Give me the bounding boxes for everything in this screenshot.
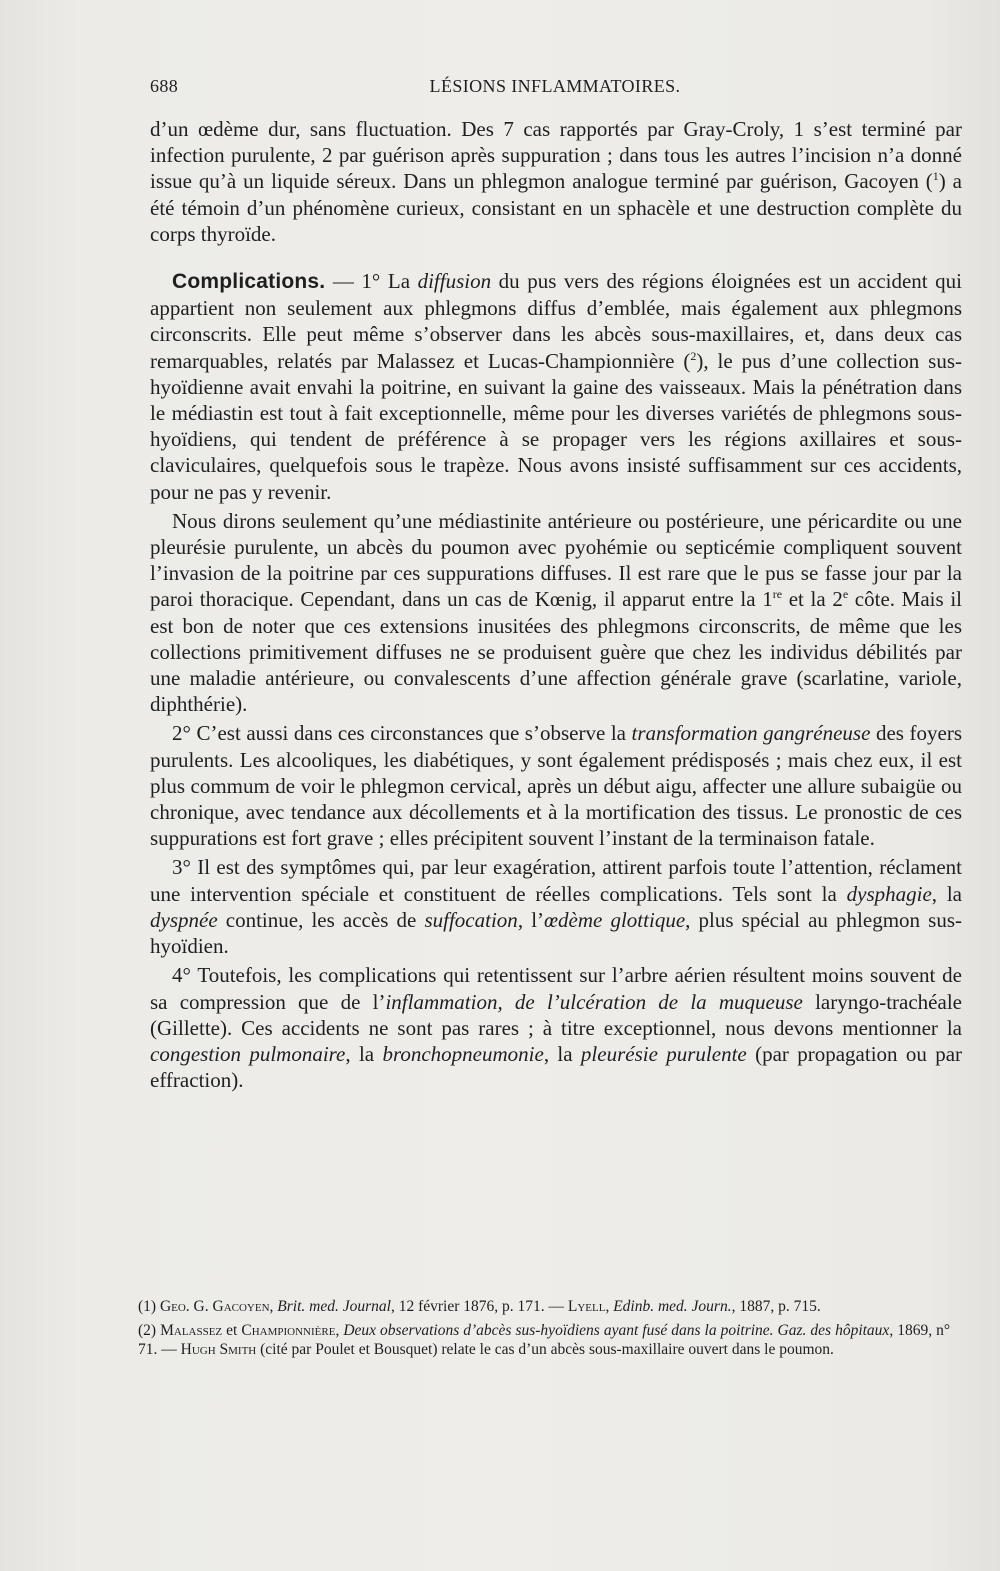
footnote-ref-2: 2: [690, 348, 697, 363]
footnote-conjunction: et: [222, 1321, 242, 1339]
footnote-title: Deux observations d’abcès sus-hyoïdiens ayant fusé dans la poitrine. Gaz. des hôpitaux: [343, 1321, 890, 1339]
symptoms-text-5: , plus spécial au phlegmon sus-hyoïdien.: [150, 907, 963, 959]
page-number: 688: [150, 76, 179, 96]
mediastinite-text-3: côte. Mais il est bon de noter que ces extensions inusitées des phlegmons circonscrits, de même que les collections primitivement diffuses ne se produisent guère que chez les individus débilités par une maladie antérieure, ou convalescents d’une affection générale grave (scarlatine, variole, diphthérie).: [150, 587, 963, 717]
page-header: [150, 76, 960, 102]
body-text: [150, 116, 962, 1093]
symptoms-text-3: continue, les accès de: [217, 907, 425, 932]
gangrene-text-1: 2° C’est aussi dans ces circonstances que s’observe la: [172, 721, 632, 746]
mediastinite-text-1: Nous dirons seulement qu’une médiastinite antérieure ou postérieure, une péricardite ou une pleurésie purulente, un abcès du poumon avec pyohémie ou septicémie compliquent souvent l’invasion de la poitrine par ces suppurations diffuses. Il est rare que le pus se fasse jour par la paroi thoracique. Cependant, dans un cas de Kœnig, il apparut entre la 1: [150, 508, 962, 612]
mediastinite-text-2: et la 2: [782, 587, 843, 612]
term-inflammation: inflammation, de l’ulcération de la muqueuse: [385, 989, 803, 1014]
symptoms-text-4: , l’: [517, 907, 545, 932]
term-suffocation: suffocation: [424, 907, 518, 932]
airway-text-2: laryngo-trachéale (Gillette). Ces accidents ne sont pas rares ; à titre exceptionnel, nous devons mentionner la: [150, 989, 962, 1040]
airway-paragraph: [150, 962, 962, 1093]
ordinal-e: e: [842, 587, 849, 602]
footnote-journal: Brit. med. Journal: [277, 1298, 391, 1315]
mediastinite-paragraph: [150, 508, 962, 718]
section-heading: Complications.: [172, 270, 326, 294]
footnote-reference: (cité par Poulet et Bousquet) relate le cas d’un abcès sous-maxillaire ouvert dans le poumon.: [256, 1341, 834, 1358]
footnote-reference: , 12 février 1876, p. 171. —: [390, 1298, 568, 1315]
footnote-journal: Edinb. med. Journ.: [613, 1298, 732, 1315]
intro-text: d’un œdème dur, sans fluctuation. Des 7 cas rapportés par Gray-Croly, 1 s’est terminé par infection purulente, 2 par guérison après suppuration ; dans tous les autres l’incision n’a donné issue qu’à un liquide séreux. Dans un phlegmon analogue terminé par guérison, Gacoyen (: [150, 117, 962, 194]
footnote-mark: (1): [138, 1298, 157, 1315]
term-oedeme: œdème glottique: [544, 907, 686, 932]
symptoms-text-1: 3° Il est des symptômes qui, par leur exagération, attirent parfois toute l’attention, réclament une intervention spéciale et constituent de réelles complications. Tels sont la: [150, 855, 962, 906]
complications-paragraph: [150, 268, 962, 505]
complications-text-2: ), le pus d’une collection sus-hyoïdienne avait envahi la poitrine, en suivant la gaine des vaisseaux. Mais la pénétration dans le médiastin est tout à fait exceptionnelle, même pour les diverses variétés de phlegmons sous-hyoïdiens, qui tendent de préférence à se propager vers les régions axillaires et sous-claviculaires, quelquefois sous le trapèze. Nous avons insisté suffisamment sur ces accidents, pour ne pas y revenir.: [150, 348, 962, 504]
footnote-ref-1: 1: [932, 169, 939, 184]
term-transformation: transformation gangréneuse: [631, 721, 871, 746]
gangrene-text-2: des foyers purulents. Les alcooliques, les diabétiques, y sont également prédisposés ; mais chez eux, il est plus commum de voir le phlegmon cervical, après un début aigu, affecter une allure subaigüe ou chronique, avec tendance aux décollements et à la mortification des tissus. Le pronostic de ces suppurations est fort grave ; elles précipitent souvent l’instant de la terminaison fatale.: [150, 721, 963, 851]
ordinal-re: re: [772, 587, 783, 602]
airway-text-5: (par propagation ou par effraction).: [150, 1041, 963, 1093]
footnote-mark: (2): [138, 1321, 157, 1339]
footnote-author: Malassez: [160, 1321, 223, 1339]
symptoms-text-2: , la: [931, 881, 962, 906]
running-title: LÉSIONS INFLAMMATOIRES.: [429, 76, 681, 96]
footnote-separator: ,: [335, 1321, 344, 1339]
airway-text-1: 4° Toutefois, les complications qui retentissent sur l’arbre aérien résultent moins souvent de sa compression que de l’: [150, 963, 962, 1014]
footnote-author: Geo. G. Gacoyen: [159, 1298, 270, 1315]
term-dyspnee: dyspnée: [150, 907, 218, 932]
footnote-1: [138, 1297, 950, 1317]
footnote-reference: , 1887, p. 715.: [731, 1298, 821, 1315]
airway-text-4: , la: [543, 1041, 581, 1066]
symptoms-paragraph: [150, 854, 962, 959]
footnote-author: Lyell: [567, 1298, 606, 1315]
term-congestion: congestion pulmonaire: [150, 1041, 346, 1066]
footnotes: [138, 1297, 950, 1364]
term-pleuresie: pleurésie purulente: [580, 1041, 747, 1066]
airway-text-3: , la: [345, 1041, 383, 1066]
footnote-author: Hugh Smith: [180, 1341, 257, 1358]
footnote-reference: , 1869, n° 71. —: [138, 1321, 951, 1358]
footnote-separator: ,: [605, 1298, 614, 1315]
term-dysphagie: dysphagie: [846, 881, 932, 906]
term-bronchopneumonie: bronchopneumonie: [382, 1041, 544, 1066]
complications-intro: — 1° La: [325, 269, 418, 294]
complications-text-1: du pus vers des régions éloignées est un accident qui appartient non seulement aux phlegmons diffus d’emblée, mais également aux phlegmons circonscrits. Elle peut même s’observer dans les abcès sous-maxillaires, et, dans deux cas remarquables, relatés par Malassez et Lucas-Championnière (: [150, 269, 963, 373]
footnote-author: Championnière: [241, 1321, 336, 1339]
footnote-2: [138, 1321, 950, 1360]
term-diffusion: diffusion: [417, 269, 492, 294]
intro-text-end: ) a été témoin d’un phénomène curieux, consistant en un sphacèle et une destruction complète du corps thyroïde.: [150, 169, 962, 246]
intro-paragraph: [150, 116, 962, 247]
gangrene-paragraph: [150, 720, 962, 851]
footnote-separator: ,: [269, 1298, 278, 1315]
